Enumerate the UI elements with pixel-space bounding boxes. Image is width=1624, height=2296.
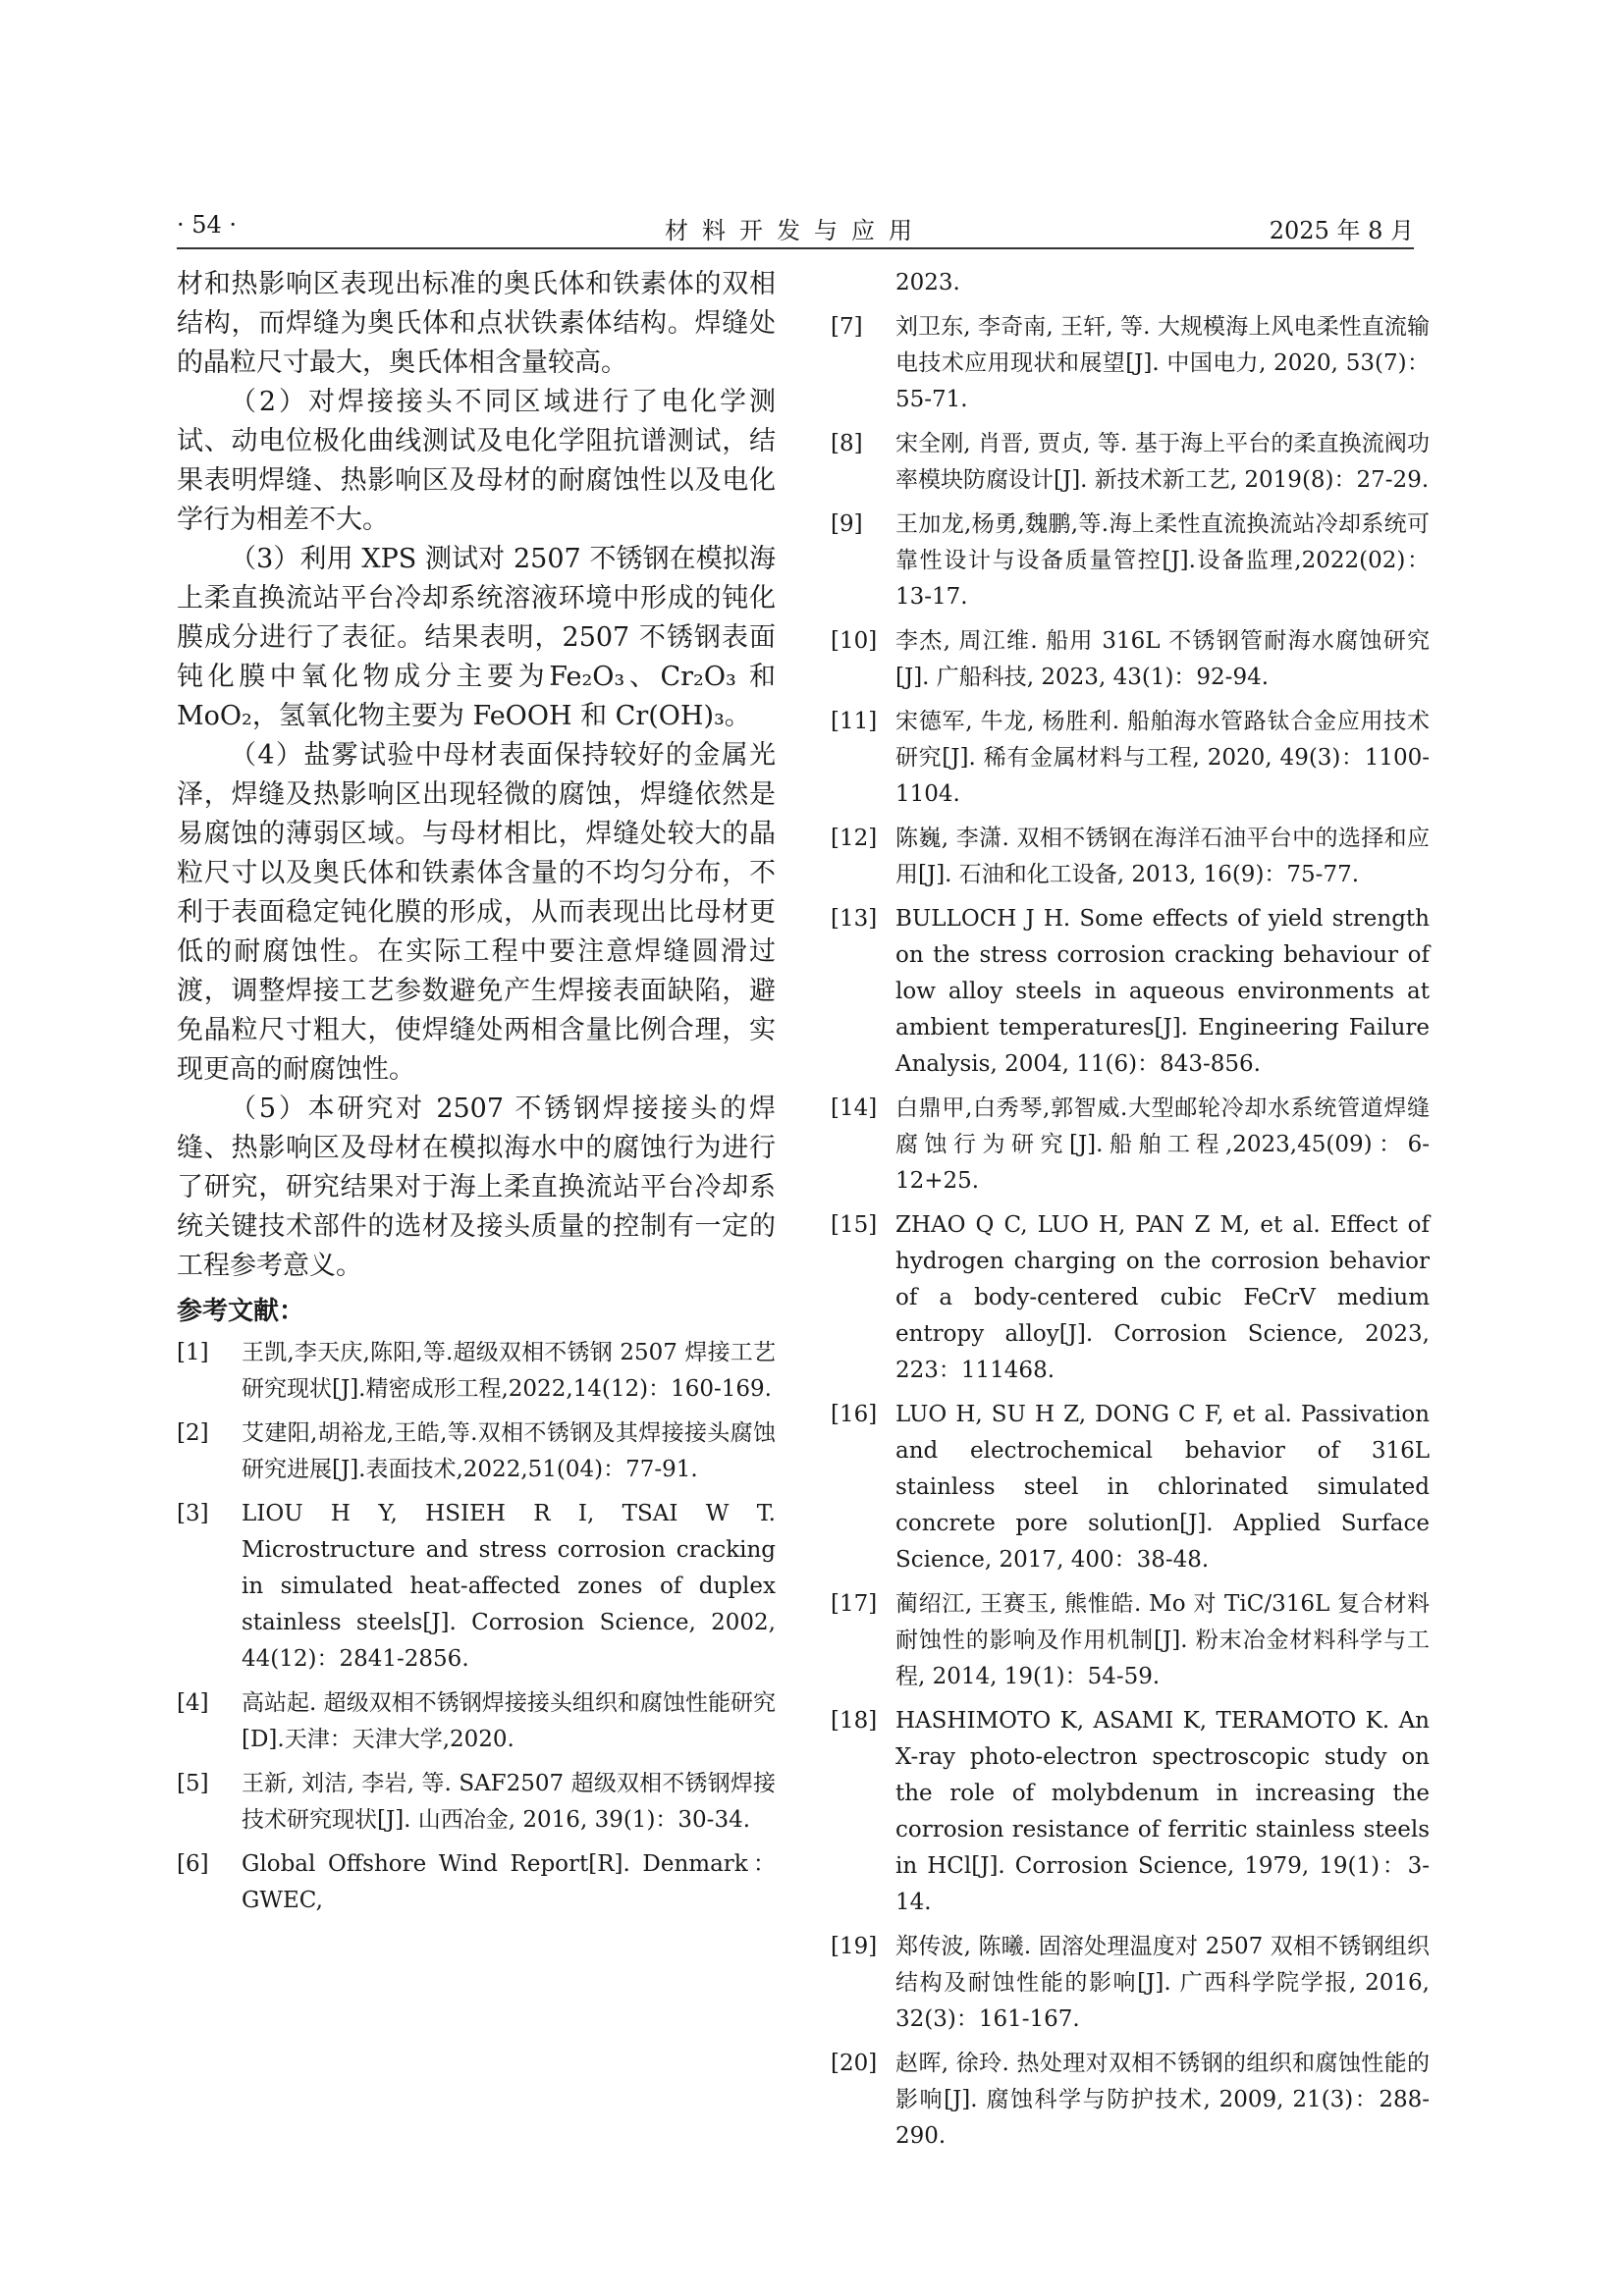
reference-text: HASHIMOTO K, ASAMI K, TERAMOTO K. An X-ray photo-electron spectroscopic study on the role of molybdenum in increasing the corrosion resistance of ferritic stainless steels in HCl[J]. Corrosion Science, 1979, 19(1)：3-14. xyxy=(895,1708,1430,1915)
reference-text: 白鼎甲,白秀琴,郭智威.大型邮轮冷却水系统管道焊缝腐蚀行为研究[J].船舶工程,2023,45(09)：6-12+25. xyxy=(895,1095,1430,1194)
reference-number: [18] xyxy=(831,1708,878,1734)
reference-number: [11] xyxy=(831,709,878,734)
reference-number: [3] xyxy=(177,1501,209,1526)
page-number: · 54 · xyxy=(177,211,238,239)
reference-item xyxy=(177,1335,776,1408)
conclusion-paragraph-4: （4）盐雾试验中母材表面保持较好的金属光泽，焊缝及热影响区出现轻微的腐蚀，焊缝依然是易腐蚀的薄弱区域。与母材相比，焊缝处较大的晶粒尺寸以及奥氏体和铁素体含量的不均匀分布，不利于表面稳定钝化膜的形成，从而表现出比母材更低的耐腐蚀性。在实际工程中要注意焊缝圆滑过渡，调整焊接工艺参数避免产生焊接表面缺陷，避免晶粒尺寸粗大，使焊缝处两相含量比例合理，实现更高的耐腐蚀性。 xyxy=(177,740,776,1085)
conclusion-paragraph-2: （2）对焊接接头不同区域进行了电化学测试、动电位极化曲线测试及电化学阻抗谱测试，结果表明焊缝、热影响区及母材的耐腐蚀性以及电化学行为相差不大。 xyxy=(177,387,776,535)
reference-number: [8] xyxy=(831,431,863,456)
reference-text: LUO H, SU H Z, DONG C F, et al. Passivation and electrochemical behavior of 316L stainless steel in chlorinated simulated concrete pore solution[J]. Applied Surface Science, 2017, 400：38-48. xyxy=(895,1402,1430,1573)
references-heading: 参考文献： xyxy=(177,1297,305,1326)
reference-text: Global Offshore Wind Report[R]. Denmark：GWEC, xyxy=(242,1851,776,1913)
conclusion-paragraph-3: （3）利用 XPS 测试对 2507 不锈钢在模拟海上柔直换流站平台冷却系统溶液环境中形成的钝化膜成分进行了表征。结果表明，2507 不锈钢表面钝化膜中氧化物成分主要为Fe₂O₃、Cr₂O₃ 和 MoO₂，氢氧化物主要为 FeOOH 和 Cr(OH)₃。 xyxy=(177,544,776,731)
reference-text: 王新, 刘洁, 李岩, 等. SAF2507 超级双相不锈钢焊接技术研究现状[J]. 山西冶金, 2016, 39(1)：30-34. xyxy=(242,1771,776,1833)
reference-number: [5] xyxy=(177,1771,209,1796)
reference-text: ZHAO Q C, LUO H, PAN Z M, et al. Effect of hydrogen charging on the corrosion behavior of a body-centered cubic FeCrV medium entropy alloy[J]. Corrosion Science, 2023, 223：111468. xyxy=(895,1212,1430,1383)
reference-item xyxy=(831,1929,1430,2038)
reference-number: [12] xyxy=(831,826,878,851)
journal-title: 材料开发与应用 xyxy=(665,217,926,244)
reference-item xyxy=(831,1207,1430,1389)
reference-number: [9] xyxy=(831,511,863,537)
reference-item xyxy=(831,1586,1430,1695)
reference-continuation: 2023. xyxy=(895,270,960,295)
reference-number: [7] xyxy=(831,314,863,340)
reference-item xyxy=(831,309,1430,418)
reference-item xyxy=(831,1703,1430,1921)
reference-number: [14] xyxy=(831,1095,878,1121)
reference-text: LIOU H Y, HSIEH R I, TSAI W T. Microstructure and stress corrosion cracking in simulated heat-affected zones of duplex stainless steels[J]. Corrosion Science, 2002, 44(12)：2841-2856. xyxy=(242,1501,776,1672)
left-column xyxy=(177,265,776,1927)
reference-item xyxy=(831,507,1430,615)
reference-text: 郑传波, 陈曦. 固溶处理温度对 2507 双相不锈钢组织结构及耐蚀性能的影响[J]. 广西科学院学报, 2016, 32(3)：161-167. xyxy=(895,1934,1430,2032)
conclusion-paragraph-1: 材和热影响区表现出标准的奥氏体和铁素体的双相结构，而焊缝为奥氏体和点状铁素体结构。焊缝处的晶粒尺寸最大，奥氏体相含量较高。 xyxy=(177,269,776,378)
reference-item xyxy=(177,1766,776,1839)
reference-item xyxy=(177,1496,776,1678)
reference-item xyxy=(831,704,1430,813)
reference-number: [6] xyxy=(177,1851,209,1877)
reference-item xyxy=(177,1415,776,1488)
reference-text: 宋全刚, 肖晋, 贾贞, 等. 基于海上平台的柔直换流阀功率模块防腐设计[J]. 新技术新工艺, 2019(8)：27-29. xyxy=(895,431,1430,493)
reference-number: [13] xyxy=(831,906,878,932)
reference-item xyxy=(831,1397,1430,1578)
reference-text: 高站起. 超级双相不锈钢焊接接头组织和腐蚀性能研究[D].天津：天津大学,2020. xyxy=(242,1690,776,1752)
reference-text: 王凯,李天庆,陈阳,等.超级双相不锈钢 2507 焊接工艺研究现状[J].精密成形工程,2022,14(12)：160-169. xyxy=(242,1340,776,1402)
reference-text: 陈巍, 李潇. 双相不锈钢在海洋石油平台中的选择和应用[J]. 石油和化工设备, 2013, 16(9)：75-77. xyxy=(895,826,1430,887)
reference-item xyxy=(831,2046,1430,2155)
reference-text: 刘卫东, 李奇南, 王轩, 等. 大规模海上风电柔性直流输电技术应用现状和展望[J]. 中国电力, 2020, 53(7)：55-71. xyxy=(895,314,1430,412)
reference-item xyxy=(831,821,1430,893)
reference-text: 蔺绍江, 王赛玉, 熊惟皓. Mo 对 TiC/316L 复合材料耐蚀性的影响及作用机制[J]. 粉末冶金材料科学与工程, 2014, 19(1)：54-59. xyxy=(895,1591,1430,1689)
reference-number: [15] xyxy=(831,1212,878,1238)
reference-item xyxy=(831,1091,1430,1200)
header-rule xyxy=(177,247,1414,249)
reference-text: BULLOCH J H. Some effects of yield strength on the stress corrosion cracking behaviour of low alloy steels in aqueous environments at ambient temperatures[J]. Engineering Failure Analysis, 2004, 11(6)：843-856. xyxy=(895,906,1430,1077)
reference-item xyxy=(177,1685,776,1758)
reference-number: [17] xyxy=(831,1591,878,1617)
reference-item xyxy=(831,426,1430,499)
reference-item xyxy=(831,623,1430,696)
reference-number: [1] xyxy=(177,1340,209,1365)
reference-number: [10] xyxy=(831,628,878,654)
reference-text: 宋德军, 牛龙, 杨胜利. 船舶海水管路钛合金应用技术研究[J]. 稀有金属材料与工程, 2020, 49(3)：1100-1104. xyxy=(895,709,1430,807)
right-column xyxy=(831,265,1430,2163)
reference-item xyxy=(177,1846,776,1919)
running-header xyxy=(177,211,1414,252)
reference-text: 艾建阳,胡裕龙,王皓,等.双相不锈钢及其焊接接头腐蚀研究进展[J].表面技术,2022,51(04)：77-91. xyxy=(242,1420,776,1482)
reference-number: [16] xyxy=(831,1402,878,1427)
issue-date: 2025 年 8 月 xyxy=(1269,217,1414,244)
reference-number: [2] xyxy=(177,1420,209,1446)
reference-text: 王加龙,杨勇,魏鹏,等.海上柔性直流换流站冷却系统可靠性设计与设备质量管控[J].设备监理,2022(02)：13-17. xyxy=(895,511,1430,610)
reference-number: [20] xyxy=(831,2051,878,2076)
reference-number: [4] xyxy=(177,1690,209,1716)
reference-item xyxy=(831,901,1430,1083)
reference-text: 李杰, 周江维. 船用 316L 不锈钢管耐海水腐蚀研究[J]. 广船科技, 2023, 43(1)：92-94. xyxy=(895,628,1430,690)
reference-number: [19] xyxy=(831,1934,878,1959)
conclusion-paragraph-5: （5）本研究对 2507 不锈钢焊接接头的焊缝、热影响区及母材在模拟海水中的腐蚀行为进行了研究，研究结果对于海上柔直换流站平台冷却系统关键技术部件的选材及接头质量的控制有一定的工程参考意义。 xyxy=(177,1094,776,1281)
reference-text: 赵晖, 徐玲. 热处理对双相不锈钢的组织和腐蚀性能的影响[J]. 腐蚀科学与防护技术, 2009, 21(3)：288-290. xyxy=(895,2051,1430,2149)
